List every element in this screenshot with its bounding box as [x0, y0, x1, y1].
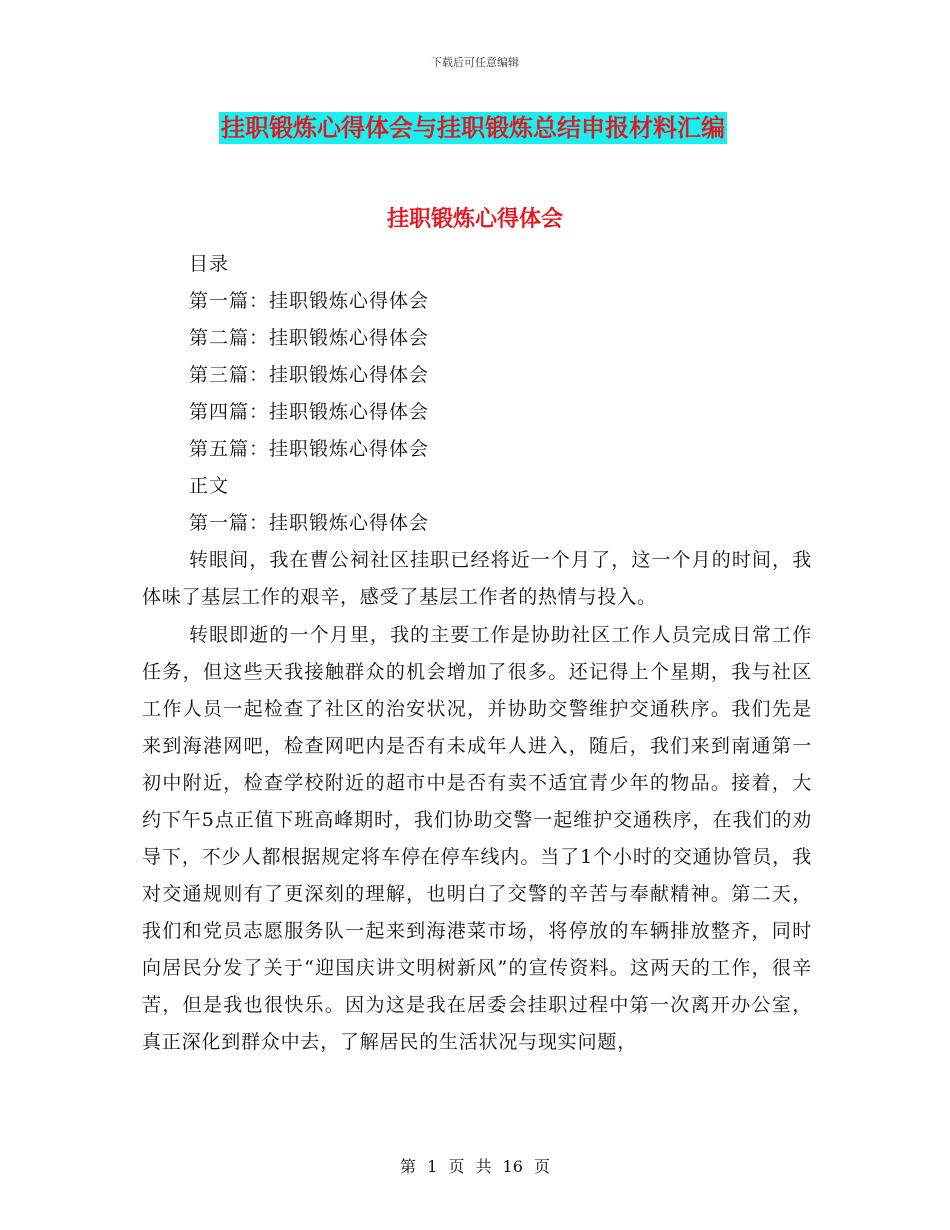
document-main-title: 挂职锻炼心得体会与挂职锻炼总结申报材料汇编 — [221, 113, 725, 142]
page-number-footer: 第 1 页 共 16 页 — [400, 1157, 550, 1176]
chapter-heading: 第一篇：挂职锻炼心得体会 — [189, 512, 430, 534]
header-note: 下载后可任意编辑 — [431, 56, 519, 69]
body-heading: 正文 — [189, 475, 230, 497]
toc-item-3: 第三篇：挂职锻炼心得体会 — [189, 364, 430, 386]
section-title: 挂职锻炼心得体会 — [386, 206, 563, 232]
body-paragraph: 转眼间，我在曹公祠社区挂职已经将近一个月了，这一个月的时间，我体味了基层工作的艰辛，感受了基层工作者的热情与投入。 — [142, 549, 812, 608]
table-of-contents — [189, 246, 429, 542]
toc-item-4: 第四篇：挂职锻炼心得体会 — [189, 401, 430, 423]
toc-heading: 目录 — [189, 253, 230, 275]
toc-item-1: 第一篇：挂职锻炼心得体会 — [189, 290, 430, 312]
body-paragraph: 转眼即逝的一个月里，我的主要工作是协助社区工作人员完成日常工作任务，但这些天我接触群众的机会增加了很多。还记得上个星期，我与社区工作人员一起检查了社区的治安状况，并协助交警维护交通秩序。我们先是来到海港网吧，检查网吧内是否有未成年人进入，随后，我们来到南通第一初中附近，检查学校附近的超市中是否有卖不适宜青少年的物品。接着，大约下午5点正值下班高峰期时，我们协助交警一起维护交通秩序，在我们的劝导下，不少人都根据规定将车停在停车线内。当了1个小时的交通协管员，我对交通规则有了更深刻的理解，也明白了交警的辛苦与奉献精神。第二天，我们和党员志愿服务队一起来到海港菜市场，将停放的车辆排放整齐，同时向居民分发了关于“迎国庆讲文明树新风”的宣传资料。这两天的工作，很辛苦，但是我也很快乐。因为这是我在居委会挂职过程中第一次离开办公室，真正深化到群众中去，了解居民的生活状况与现实问题， — [142, 624, 812, 1053]
toc-item-5: 第五篇：挂职锻炼心得体会 — [189, 438, 430, 460]
toc-item-2: 第二篇：挂职锻炼心得体会 — [189, 327, 430, 349]
